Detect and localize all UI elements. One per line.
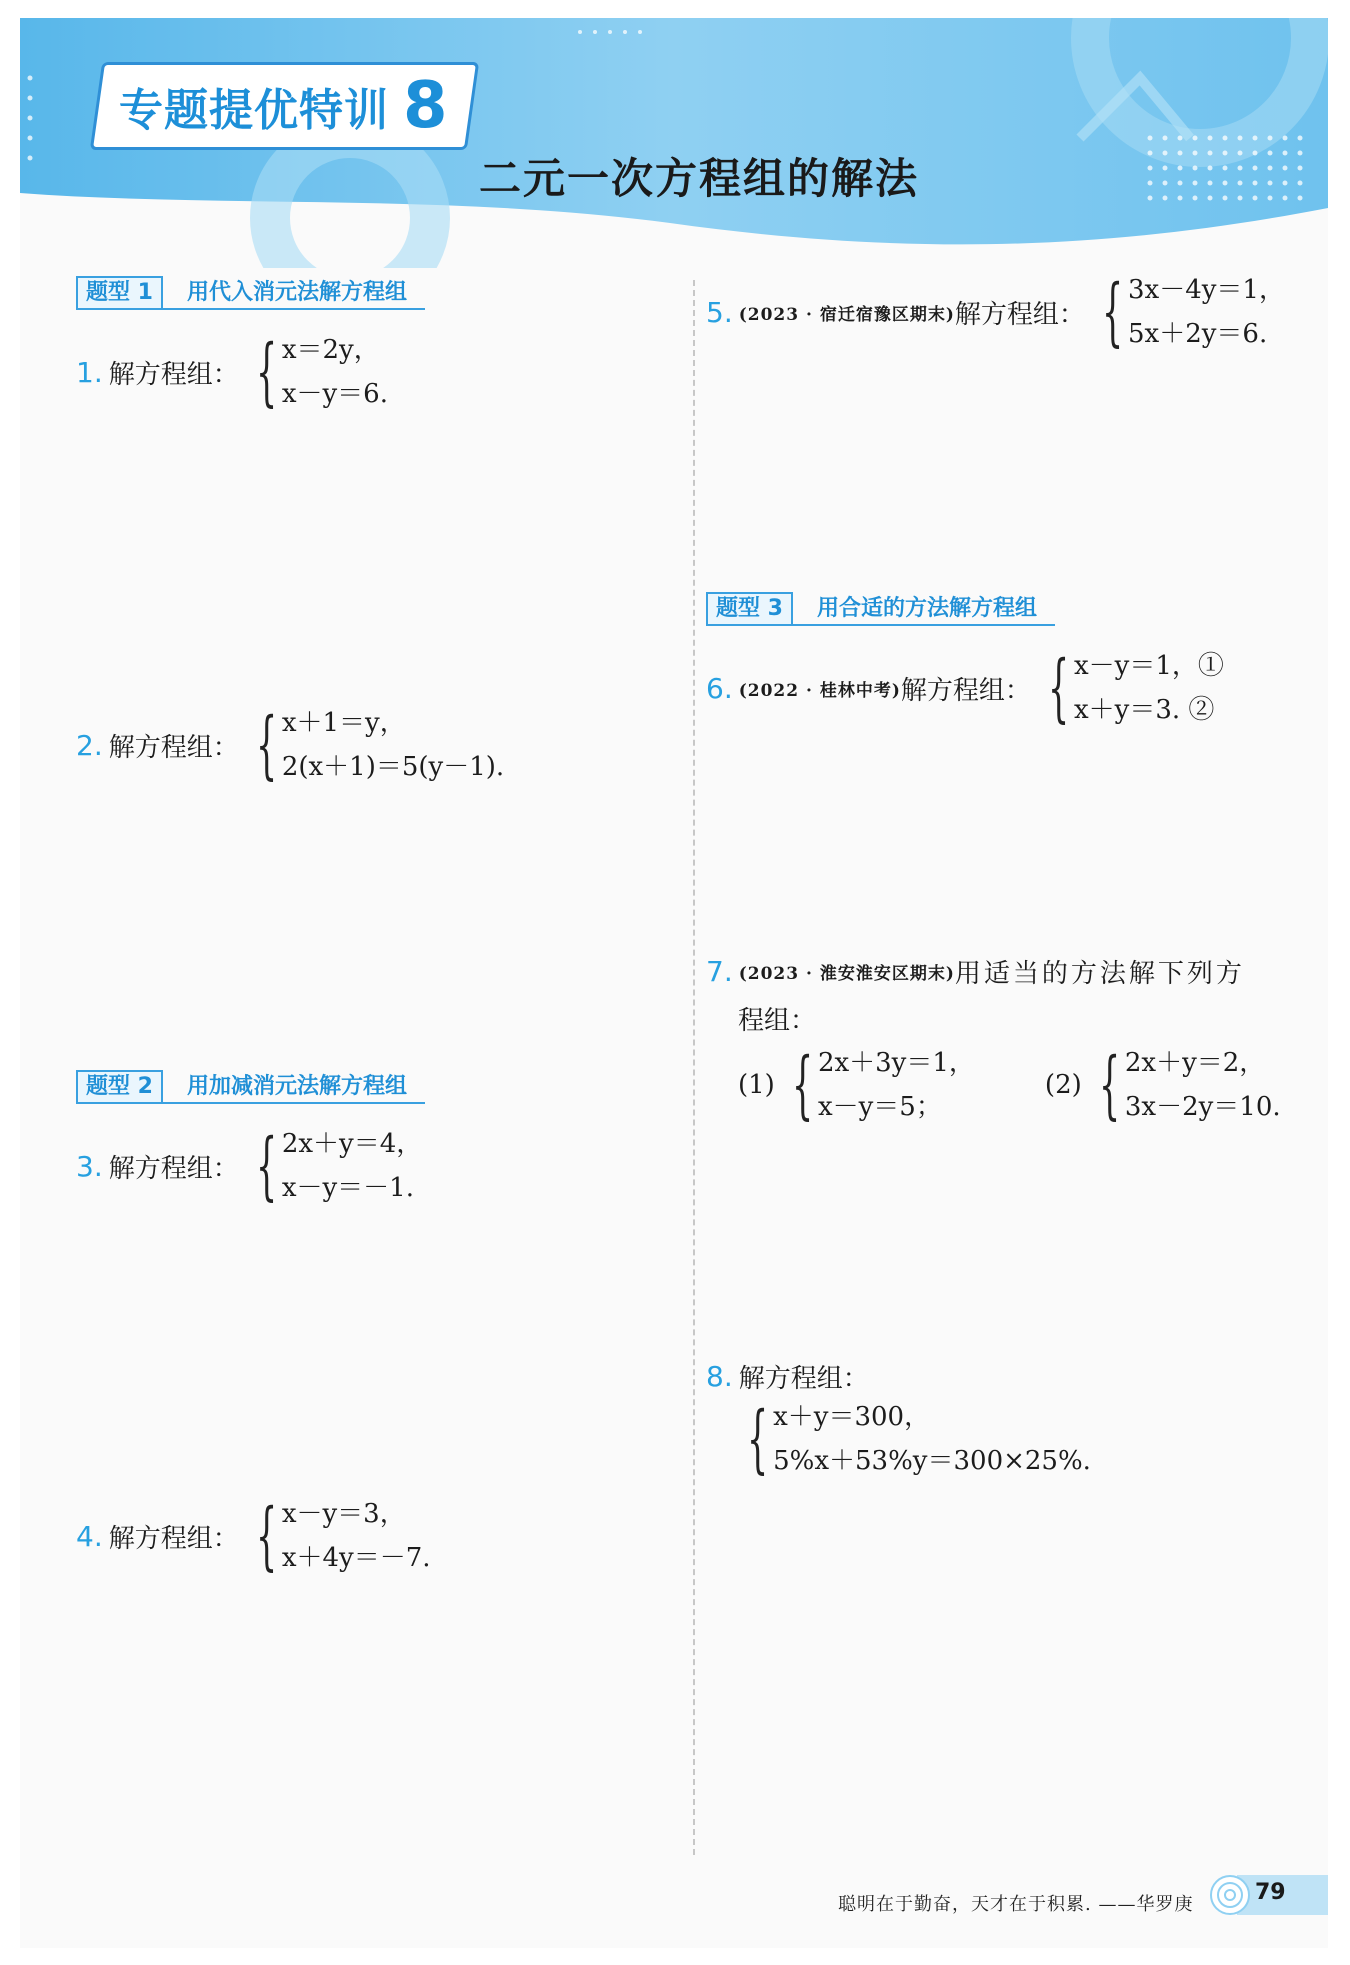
problem-number: 6. <box>706 671 733 705</box>
problem-lead-cont: 程组： <box>738 1006 817 1036</box>
subproblem-label: (1) <box>738 1070 775 1100</box>
equation-system <box>243 1122 423 1210</box>
problem-4 <box>76 1492 431 1580</box>
problem-lead: 解方程组： <box>108 1153 239 1184</box>
page-title: 二元一次方程组的解法 <box>478 154 919 203</box>
equation: x－y＝1，① <box>1074 651 1224 681</box>
problem-lead: 用适当的方法解下列方 <box>954 959 1245 989</box>
badge-text: 专题提优特训 <box>119 85 389 136</box>
worksheet-page <box>20 18 1328 1948</box>
section-title: 用加减消元法解方程组 <box>163 1072 425 1104</box>
subproblem-1 <box>738 1041 975 1129</box>
problem-lead: 解方程组： <box>108 732 239 763</box>
equation: x－y＝5； <box>817 1092 942 1122</box>
section-tag: 题型 3 <box>706 592 793 626</box>
section-header-1 <box>76 276 425 310</box>
topic-badge <box>90 62 479 150</box>
equation: 3x－2y＝10. <box>1124 1092 1281 1122</box>
equation-system <box>1035 644 1224 732</box>
header-banner <box>20 18 1328 268</box>
problem-number: 7. <box>706 955 733 988</box>
equation-system <box>734 1395 1091 1483</box>
equation: 5%x＋53%y＝300×25%. <box>773 1446 1091 1476</box>
badge-number: 8 <box>403 69 448 143</box>
footer-quote: 聪明在于勤奋，天才在于积累. ——华罗庚 <box>838 1894 1194 1915</box>
problem-lead: 解方程组： <box>954 299 1085 330</box>
equation: x－y＝3， <box>281 1499 406 1529</box>
brace-icon: { <box>746 1396 769 1482</box>
problem-number: 5. <box>706 295 733 329</box>
brace-icon: { <box>1047 645 1070 731</box>
equation: 3x－4y＝1， <box>1128 275 1285 305</box>
problem-5 <box>706 268 1285 356</box>
equation: 2x＋3y＝1， <box>817 1048 975 1078</box>
problem-lead: 解方程组： <box>108 1523 239 1554</box>
problem-number: 8. <box>706 1360 733 1393</box>
problem-lead: 解方程组： <box>900 675 1031 706</box>
brace-icon: { <box>255 702 277 788</box>
equation: 2x＋y＝4， <box>281 1129 423 1159</box>
brace-icon: { <box>1101 269 1124 355</box>
equation-system <box>1089 268 1285 356</box>
section-tag: 题型 1 <box>76 276 163 310</box>
problem-6 <box>706 644 1224 732</box>
problem-source: (2023 · 淮安淮安区期末) <box>738 964 955 984</box>
brace-icon: { <box>791 1042 813 1128</box>
problem-lead: 解方程组： <box>108 359 239 390</box>
equation: x－y＝－1. <box>281 1173 414 1203</box>
equation: x＋4y＝－7. <box>281 1543 431 1573</box>
problem-number: 1. <box>76 355 103 389</box>
problem-number: 3. <box>76 1149 103 1183</box>
equation: 5x＋2y＝6. <box>1128 319 1268 349</box>
equation-system <box>779 1041 975 1129</box>
equation-system <box>1086 1041 1281 1129</box>
problem-number: 4. <box>76 1519 103 1553</box>
page-number: 79 <box>1255 1880 1286 1905</box>
equation-system <box>243 1492 431 1580</box>
equation: x＋1＝y， <box>281 708 406 738</box>
equation: x－y＝6. <box>281 379 388 409</box>
problem-lead: 解方程组： <box>738 1364 869 1394</box>
section-title: 用合适的方法解方程组 <box>793 594 1055 626</box>
problem-2 <box>76 701 504 789</box>
brace-icon: { <box>255 1123 277 1209</box>
equation: x＋y＝3. ② <box>1074 695 1215 725</box>
problem-8 <box>706 1358 1091 1483</box>
problem-7 <box>706 953 1328 1129</box>
column-divider <box>693 280 695 1855</box>
equation-system <box>243 328 388 416</box>
brace-icon: { <box>255 1493 277 1579</box>
equation: x＋y＝300， <box>773 1402 931 1432</box>
equation-system <box>243 701 504 789</box>
subproblem-2 <box>1045 1041 1281 1129</box>
subproblem-label: (2) <box>1044 1070 1082 1100</box>
equation: 2x＋y＝2， <box>1124 1048 1266 1078</box>
brace-icon: { <box>255 329 277 415</box>
problem-number: 2. <box>76 728 103 762</box>
problem-source: (2023 · 宿迁宿豫区期末) <box>738 304 955 325</box>
brace-icon: { <box>1098 1042 1120 1128</box>
section-header-2 <box>76 1070 425 1104</box>
problem-1 <box>76 328 388 416</box>
section-tag: 题型 2 <box>76 1070 163 1104</box>
equation: 2(x＋1)＝5(y－1). <box>281 752 505 782</box>
section-header-3 <box>706 592 1055 626</box>
target-circle-icon <box>1208 1873 1252 1917</box>
equation: x＝2y， <box>281 335 380 365</box>
problem-3 <box>76 1122 422 1210</box>
problem-source: (2022 · 桂林中考) <box>738 680 901 701</box>
section-title: 用代入消元法解方程组 <box>163 278 425 310</box>
